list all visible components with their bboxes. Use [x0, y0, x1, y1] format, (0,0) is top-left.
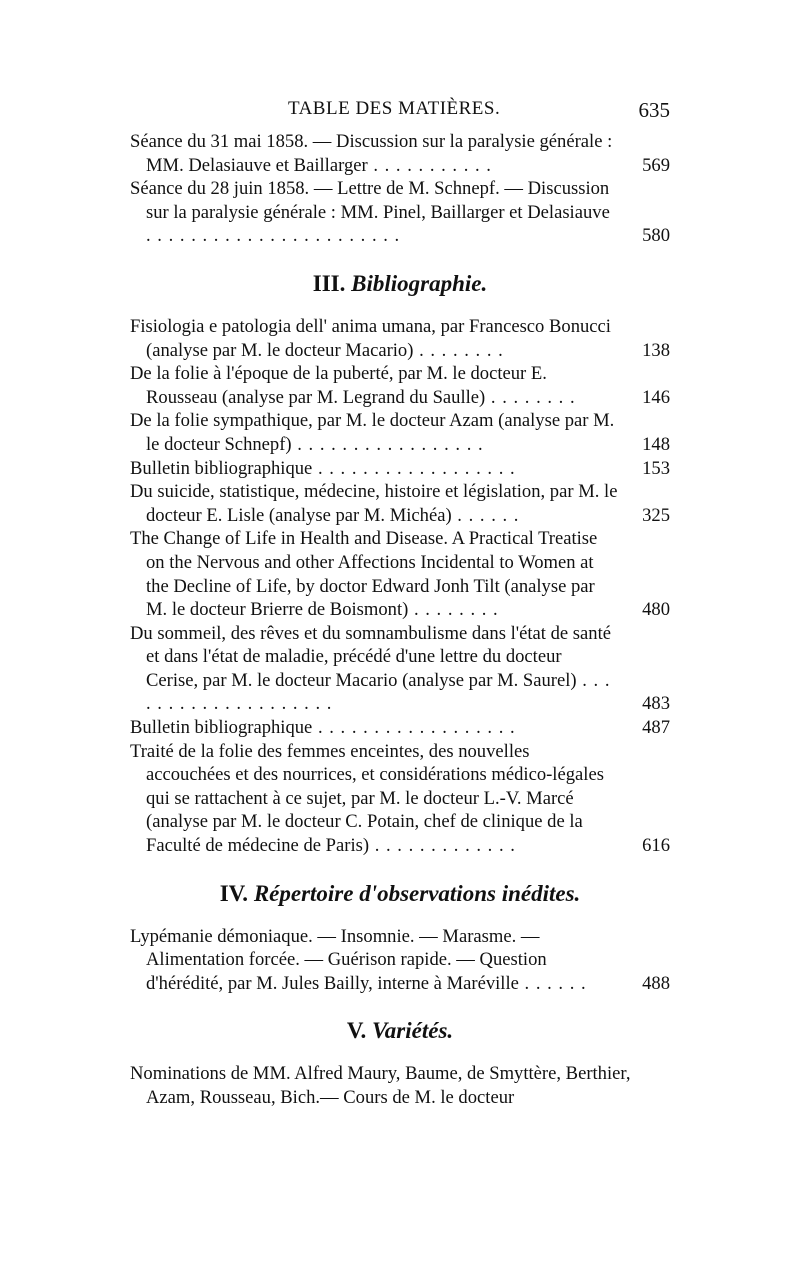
section-numeral: V. — [346, 1018, 367, 1044]
section-title: Variétés. — [372, 1018, 454, 1044]
entry-text: Nominations de MM. Alfred Maury, Baume, de Smyttère, Berthier, Azam, Rousseau, Bich.— Cours de M. le docteur — [130, 1063, 631, 1108]
page-number: 635 — [638, 98, 670, 122]
entry-text: De la folie à l'époque de la puberté, par M. le docteur E. Rousseau (analyse par M. Legrand du Saulle) — [130, 363, 547, 408]
toc-entry: Du suicide, statistique, médecine, histoire et législation, par M. le docteur E. Lisle (analyse par M. Michéa) . . . . . . 325 — [130, 481, 670, 526]
page-header — [130, 98, 670, 128]
section-heading-bibliographie — [130, 270, 670, 298]
entry-text: Séance du 31 mai 1858. — Discussion sur la paralysie générale : MM. Delasiauve et Baillarger — [130, 131, 613, 176]
entry-page: 616 — [642, 835, 670, 857]
toc-entry: Fisiologia e patologia dell' anima umana, par Francesco Bonucci (analyse par M. le docteur Macario) . . . . . . . . 138 — [130, 315, 670, 361]
entry-text: Séance du 28 juin 1858. — Lettre de M. Schnepf. — Discussion sur la paralysie générale : MM. Pinel, Baillarger et Delasiauve — [130, 178, 610, 223]
entry-page: 480 — [642, 599, 670, 621]
entry-page: 488 — [642, 972, 670, 994]
toc-entry: The Change of Life in Health and Disease. A Practical Treatise on the Nervous and other Affections Incidental to Women at the Decline of Life, by doctor Edward Jonh Tilt (analyse par M. le docteur Brierre de Boismont) . . . . . . . . 480 — [130, 528, 670, 621]
table-of-contents — [130, 130, 670, 1110]
section-heading-repertoire — [130, 880, 670, 908]
entry-text: Bulletin bibliographique — [130, 717, 313, 739]
entry-text: Traité de la folie des femmes enceintes, des nouvelles accouchées et des nourrices, et considérations médico-légales qui se rattachent à ce sujet, par M. le docteur L.-V. Marcé (analyse par M. le docteur C. Potain, chef de clinique de la Faculté de médecine de Paris) — [130, 740, 604, 857]
entry-text: Lypémanie démoniaque. — Insomnie. — Marasme. — Alimentation forcée. — Guérison rapide. — Question d'hérédité, par M. Jules Bailly, interne à Maréville — [130, 925, 547, 994]
entry-page: 153 — [642, 457, 670, 479]
entry-page: 569 — [642, 154, 670, 176]
toc-entry: Lypémanie démoniaque. — Insomnie. — Marasme. — Alimentation forcée. — Guérison rapide. — Question d'hérédité, par M. Jules Bailly, interne à Maréville . . . . . . 488 — [130, 925, 670, 994]
entry-page: 146 — [642, 386, 670, 408]
entry-text: The Change of Life in Health and Disease. A Practical Treatise on the Nervous and other Affections Incidental to Women at the Decline of Life, by doctor Edward Jonh Tilt (analyse par M. le docteur Brierre de Boismont) — [130, 528, 598, 621]
entry-page: 580 — [642, 225, 670, 247]
section-title: Bibliographie. — [351, 270, 488, 296]
toc-entry: Bulletin bibliographique . . . . . . . . . . . . . . . . . . 487 — [130, 717, 670, 739]
toc-entry: De la folie sympathique, par M. le docteur Azam (analyse par M. le docteur Schnepf) . . . . . . . . . . . . . . . . . 148 — [130, 410, 670, 455]
toc-entry: Du sommeil, des rêves et du somnambulisme dans l'état de santé et dans l'état de maladie, précédé d'une lettre du docteur Cerise, par M. le docteur Macario (analyse par M. Saurel) . . . . . . . . . . . . . . . . . . . . 483 — [130, 622, 670, 715]
toc-entry — [130, 1062, 670, 1109]
toc-entry: Séance du 31 mai 1858. — Discussion sur la paralysie générale : MM. Delasiauve et Baillarger . . . . . . . . . . . 569 — [130, 131, 670, 176]
entry-text: Bulletin bibliographique — [130, 457, 313, 479]
section-heading-varietes — [130, 1017, 670, 1045]
entry-text: Fisiologia e patologia dell' anima umana, par Francesco Bonucci (analyse par M. le docteur Macario) — [130, 315, 611, 361]
entry-text: De la folie sympathique, par M. le docteur Azam (analyse par M. le docteur Schnepf) — [130, 410, 615, 455]
entry-page: 138 — [642, 339, 670, 361]
toc-entry: De la folie à l'époque de la puberté, par M. le docteur E. Rousseau (analyse par M. Legrand du Saulle) . . . . . . . . 146 — [130, 363, 670, 408]
entry-page: 148 — [642, 433, 670, 455]
running-title: TABLE DES MATIÈRES. — [288, 98, 501, 119]
entry-page: 483 — [642, 693, 670, 715]
section-title: Répertoire d'observations inédites. — [253, 880, 581, 906]
toc-entry: Traité de la folie des femmes enceintes, des nouvelles accouchées et des nourrices, et considérations médico-légales qui se rattachent à ce sujet, par M. le docteur L.-V. Marcé (analyse par M. le docteur C. Potain, chef de clinique de la Faculté de médecine de Paris) . . . . . . . . . . . . . 616 — [130, 740, 670, 857]
entry-text: Du sommeil, des rêves et du somnambulisme dans l'état de santé et dans l'état de maladie, précédé d'une lettre du docteur Cerise, par M. le docteur Macario (analyse par M. Saurel) — [130, 622, 612, 691]
section-numeral: IV. — [219, 880, 249, 906]
entry-page: 487 — [642, 717, 670, 739]
section-numeral: III. — [312, 270, 346, 296]
toc-entry: Séance du 28 juin 1858. — Lettre de M. Schnepf. — Discussion sur la paralysie générale : MM. Pinel, Baillarger et Delasiauve . . . . . . . . . . . . . . . . . . . . . . . 580 — [130, 178, 670, 247]
entry-page: 325 — [642, 504, 670, 526]
toc-entry: Bulletin bibliographique . . . . . . . . . . . . . . . . . . 153 — [130, 457, 670, 479]
entry-text: Du suicide, statistique, médecine, histoire et législation, par M. le docteur E. Lisle (analyse par M. Michéa) — [130, 481, 618, 526]
